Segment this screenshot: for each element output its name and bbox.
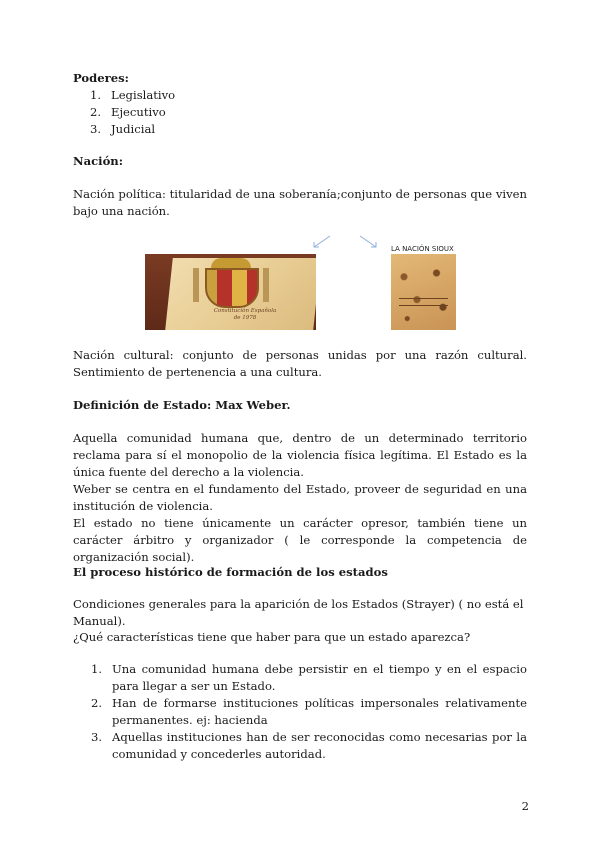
constitution-image bbox=[145, 254, 316, 330]
weber-caracter-paragraph: El estado no tiene únicamente un carácter opresor, también tiene un carácter árbitro y organizador ( le corresponde la competencia de organización social). bbox=[73, 516, 527, 564]
list-item: 3. Judicial bbox=[90, 122, 156, 136]
page-number: 2 bbox=[521, 799, 529, 813]
list-item: 1. Legislativo bbox=[90, 88, 176, 102]
coat-of-arms-icon bbox=[205, 268, 259, 308]
weber-fundamento-paragraph: Weber se centra en el fundamento del Estado, proveer de seguridad en una institución de violencia. bbox=[73, 482, 527, 513]
list-item: 2. Han de formarse instituciones políticas impersonales relativamente permanentes. ej: hacienda bbox=[91, 696, 527, 727]
weber-definition-paragraph: Aquella comunidad humana que, dentro de un determinado territorio reclama para sí el monopolio de la violencia física legítima. El Estado es la única fuente del derecho a la violencia. bbox=[73, 431, 527, 479]
list-item: 3. Aquellas instituciones han de ser reconocidas como necesarias por la comunidad y concederles autoridad. bbox=[91, 730, 527, 761]
nacion-politica-paragraph: Nación política: titularidad de una soberanía;conjunto de personas que viven bajo una nación. bbox=[73, 187, 527, 218]
poderes-list bbox=[73, 87, 527, 138]
pregunta-paragraph: ¿Qué características tiene que haber para que un estado aparezca? bbox=[73, 630, 471, 644]
condiciones-paragraph: Condiciones generales para la aparición de los Estados (Strayer) ( no está el Manual). bbox=[73, 597, 524, 628]
arrow-right-icon bbox=[358, 234, 380, 250]
list-item: 2. Ejecutivo bbox=[90, 105, 166, 119]
condiciones-list bbox=[73, 661, 527, 763]
arrow-left-icon bbox=[310, 234, 332, 250]
constitution-caption: Constitución Española de 1978 bbox=[213, 308, 277, 321]
weber-heading: Definición de Estado: Max Weber. bbox=[73, 398, 291, 412]
proceso-heading: El proceso histórico de formación de los estados bbox=[73, 565, 388, 579]
poderes-heading: Poderes: bbox=[73, 71, 129, 85]
nacion-heading: Nación: bbox=[73, 154, 124, 168]
sioux-image-title: LA NACIÓN SIOUX bbox=[391, 245, 454, 253]
list-item: 1. Una comunidad humana debe persistir en el tiempo y en el espacio para llegar a ser un Estado. bbox=[91, 662, 527, 693]
sioux-nation-image bbox=[391, 245, 456, 330]
nacion-cultural-paragraph: Nación cultural: conjunto de personas unidas por una razón cultural. Sentimiento de pertenencia a una cultura. bbox=[73, 348, 527, 379]
